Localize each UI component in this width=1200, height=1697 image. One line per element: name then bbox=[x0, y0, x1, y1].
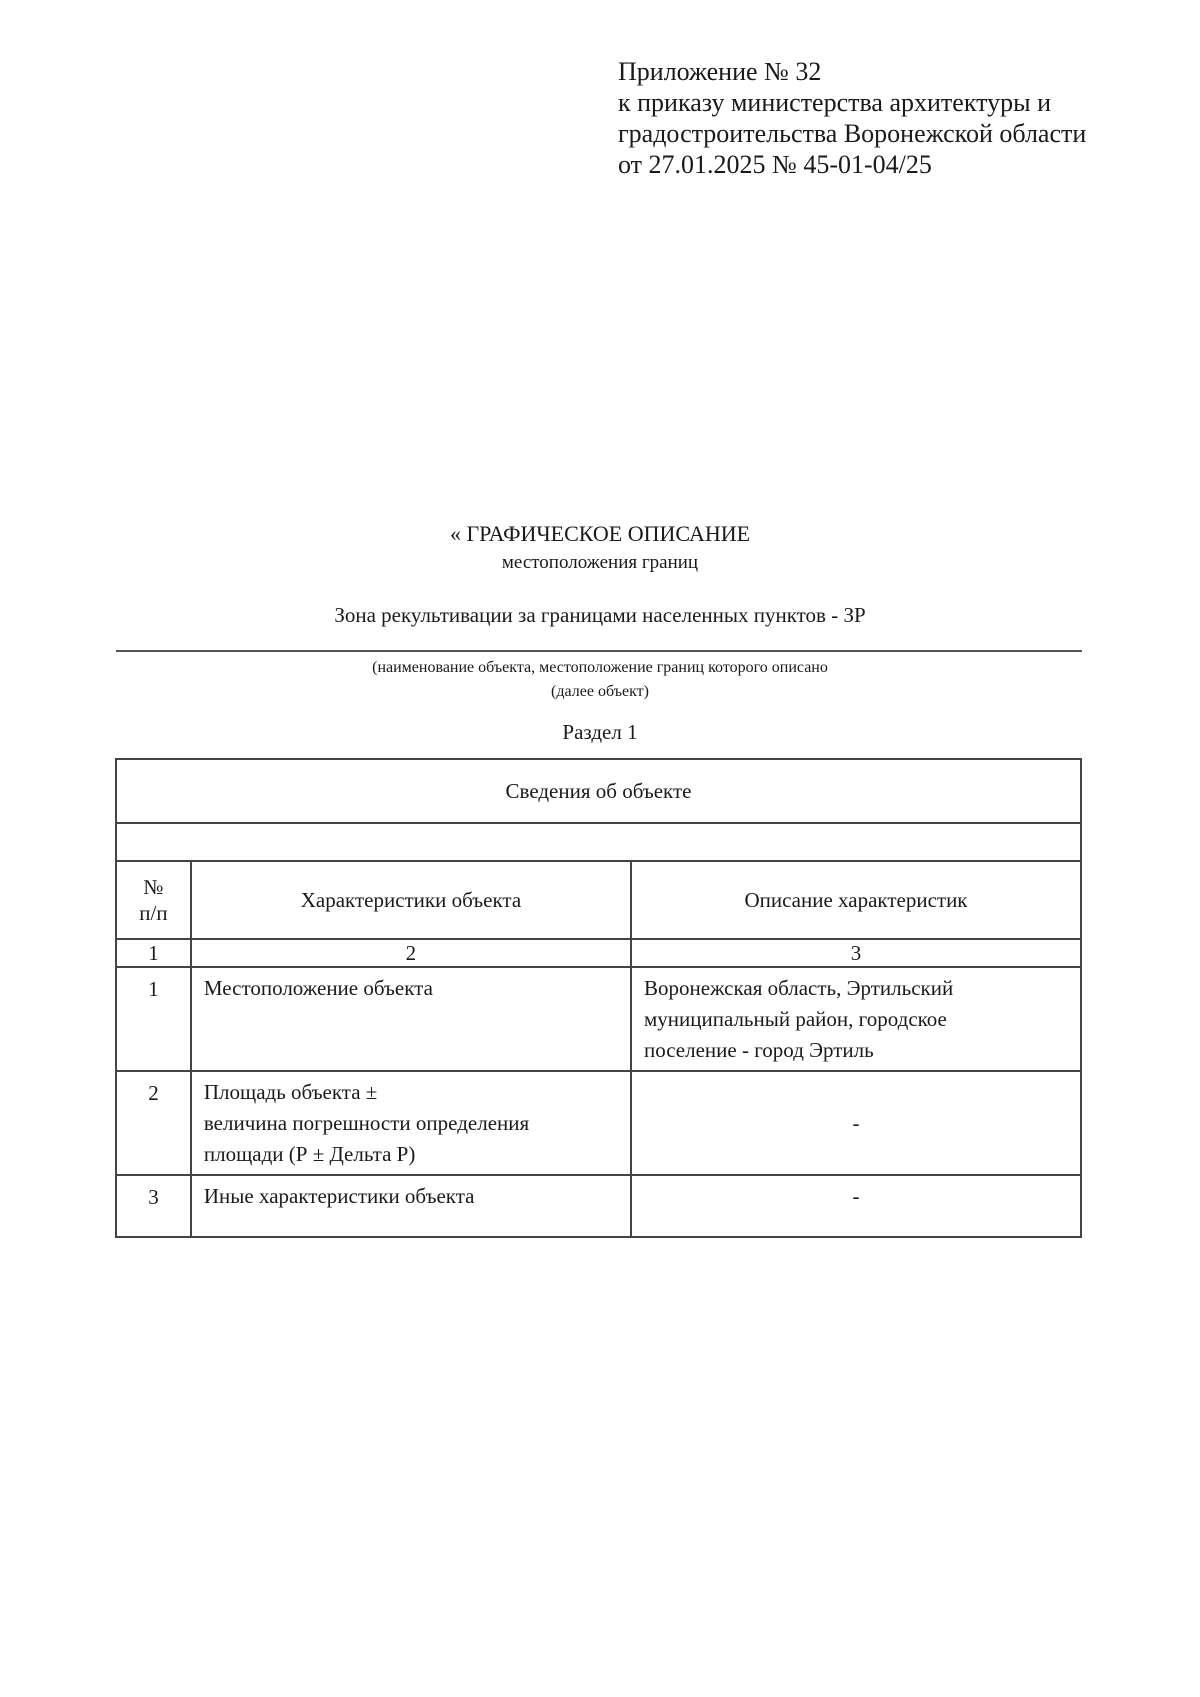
row-number: 1 bbox=[116, 967, 191, 1071]
row-number: 2 bbox=[116, 1071, 191, 1175]
text-line: поселение - город Эртиль bbox=[643, 1038, 874, 1062]
table-row bbox=[116, 967, 1081, 1071]
row-characteristic bbox=[191, 967, 631, 1071]
row-number: 3 bbox=[116, 1175, 191, 1237]
table-caption: Сведения об объекте bbox=[116, 759, 1081, 823]
appendix-line: к приказу министерства архитектуры и bbox=[618, 88, 1052, 117]
document-subtitle: местоположения границ bbox=[501, 552, 699, 573]
text-line: площади (Р ± Дельта Р) bbox=[203, 1142, 416, 1166]
column-number: 1 bbox=[116, 939, 191, 967]
text-line: величина погрешности определения bbox=[203, 1111, 530, 1135]
row-description bbox=[631, 967, 1081, 1071]
text-line: Иные характеристики объекта bbox=[203, 1184, 475, 1208]
header-number bbox=[116, 861, 191, 939]
object-name: Зона рекультивации за границами населенных пунктов - ЗР bbox=[334, 603, 866, 627]
appendix-line: от 27.01.2025 № 45-01-04/25 bbox=[618, 150, 932, 179]
table-blank-row bbox=[116, 823, 1081, 861]
header-description: Описание характеристик bbox=[631, 861, 1081, 939]
header-characteristics: Характеристики объекта bbox=[191, 861, 631, 939]
appendix-reference bbox=[618, 56, 1086, 180]
text-line: муниципальный район, городское bbox=[643, 1007, 947, 1031]
text-line: Площадь объекта ± bbox=[203, 1080, 378, 1104]
table-row bbox=[116, 1175, 1081, 1237]
appendix-line: Приложение № 32 bbox=[618, 57, 822, 86]
row-characteristic bbox=[191, 1071, 631, 1175]
text-line: Воронежская область, Эртильский bbox=[643, 976, 954, 1000]
column-number: 3 bbox=[631, 939, 1081, 967]
note-line: (далее объект) bbox=[551, 683, 649, 700]
header-number-line: п/п bbox=[139, 901, 168, 925]
column-number: 2 bbox=[191, 939, 631, 967]
object-name-underline bbox=[116, 650, 1082, 652]
text-line: Местоположение объекта bbox=[203, 976, 433, 1000]
note-line: (наименование объекта, местоположение границ которого описано bbox=[372, 659, 828, 676]
table-row bbox=[116, 1071, 1081, 1175]
object-info-table bbox=[115, 758, 1082, 1238]
appendix-line: градостроительства Воронежской области bbox=[618, 119, 1087, 148]
row-characteristic bbox=[191, 1175, 631, 1237]
row-description: - bbox=[631, 1175, 1081, 1237]
header-number-line: № bbox=[143, 875, 164, 899]
section-title: Раздел 1 bbox=[562, 720, 638, 744]
document-title: « ГРАФИЧЕСКОЕ ОПИСАНИЕ bbox=[449, 521, 751, 546]
row-description: - bbox=[631, 1071, 1081, 1175]
object-name-note bbox=[0, 656, 1200, 704]
